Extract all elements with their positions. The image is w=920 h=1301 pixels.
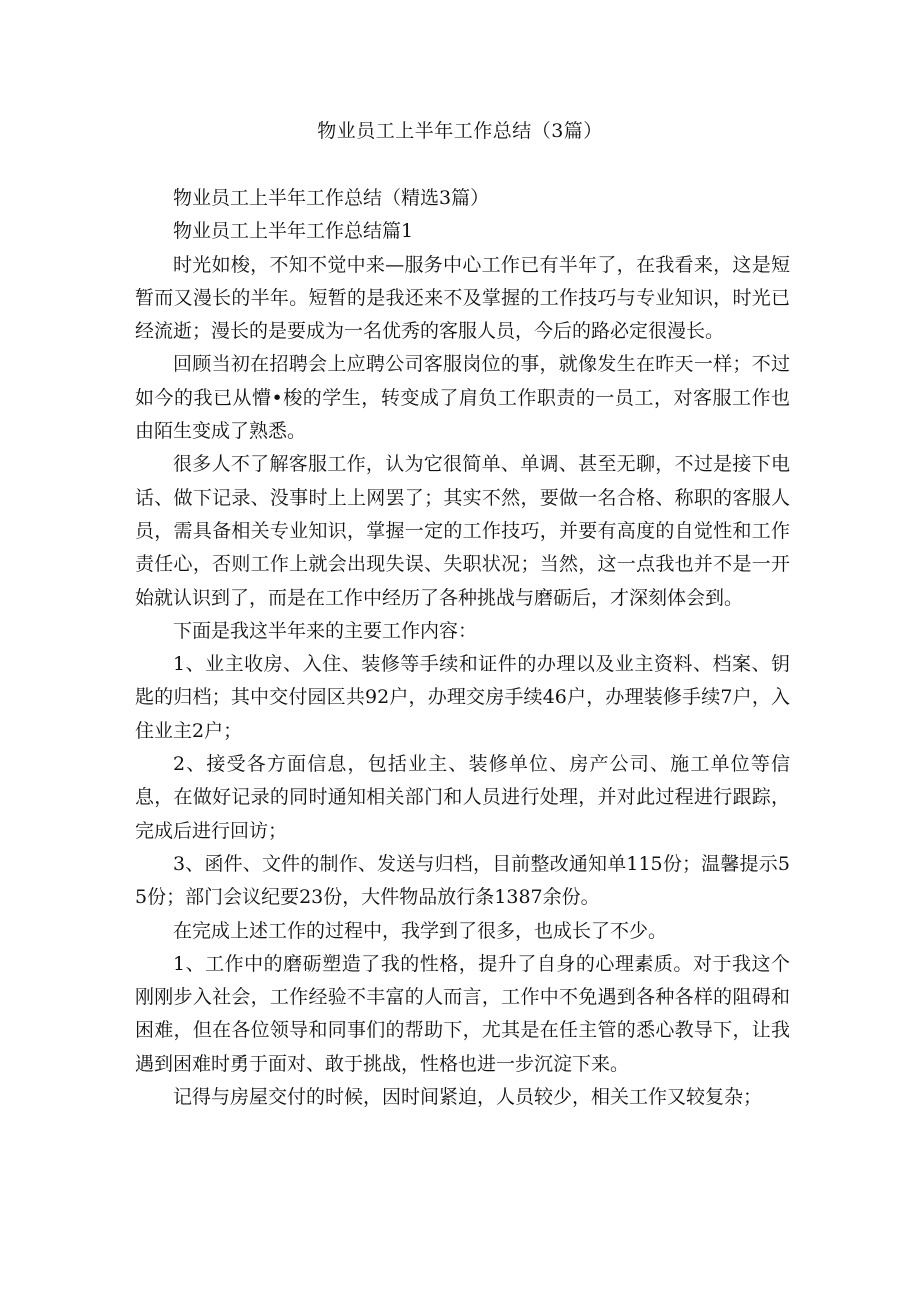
- list-item-paragraph: 1、工作中的磨砺塑造了我的性格，提升了自身的心理素质。对于我这个刚刚步入社会，工作经验不丰富的人而言，工作中不免遇到各种各样的阻碍和困难，但在各位领导和同事们的帮助下，尤其是在任主管的悉心教导下，让我遇到困难时勇于面对、敢于挑战，性格也进一步沉淀下来。: [135, 952, 790, 1075]
- document-title: 物业员工上半年工作总结（3篇）: [317, 120, 603, 142]
- body-paragraph: 时光如梭，不知不觉中来—服务中心工作已有半年了，在我看来，这是短暂而又漫长的半年。短暂的是我还来不及掌握的工作技巧与专业知识，时光已经流逝；漫长的是要成为一名优秀的客服人员，今后的路必定很漫长。: [135, 253, 790, 343]
- list-item-paragraph: 3、函件、文件的制作、发送与归档，目前整改通知单115份；温馨提示55份；部门会议纪要23份，大件物品放行条1387余份。: [135, 852, 790, 909]
- list-item-paragraph: 1、业主收房、入住、装修等手续和证件的办理以及业主资料、档案、钥匙的归档；其中交付园区共92户，办理交房手续46户，办理装修手续7户，入住业主2户；: [135, 653, 790, 742]
- body-paragraph: 下面是我这半年来的主要工作内容：: [173, 619, 478, 642]
- subtitle-paragraph: 物业员工上半年工作总结（精选3篇）: [173, 187, 490, 209]
- body-paragraph: 很多人不了解客服工作，认为它很简单、单调、甚至无聊，不过是接下电话、做下记录、没事时上上网罢了；其实不然，要做一名合格、称职的客服人员，需具备相关专业知识，掌握一定的工作技巧，并要有高度的自觉性和工作责任心，否则工作上就会出现失误、失职状况；当然，这一点我也并不是一开始就认识到了，而是在工作中经历了各种挑战与磨砺后，才深刻体会到。: [135, 453, 790, 609]
- body-paragraph: 回顾当初在招聘会上应聘公司客服岗位的事，就像发生在昨天一样；不过如今的我已从懵•梭的学生，转变成了肩负工作职责的一员工，对客服工作也由陌生变成了熟悉。: [135, 353, 790, 443]
- body-paragraph: 记得与房屋交付的时候，因时间紧迫，人员较少，相关工作又较复杂；: [173, 1086, 763, 1109]
- document-body: [135, 182, 790, 1114]
- body-paragraph: 在完成上述工作的过程中，我学到了很多，也成长了不少。: [173, 919, 668, 942]
- list-item-paragraph: 2、接受各方面信息，包括业主、装修单位、房产公司、施工单位等信息，在做好记录的同时通知相关部门和人员进行处理，并对此过程进行跟踪，完成后进行回访；: [135, 753, 790, 842]
- section-heading: 物业员工上半年工作总结篇1: [173, 220, 414, 243]
